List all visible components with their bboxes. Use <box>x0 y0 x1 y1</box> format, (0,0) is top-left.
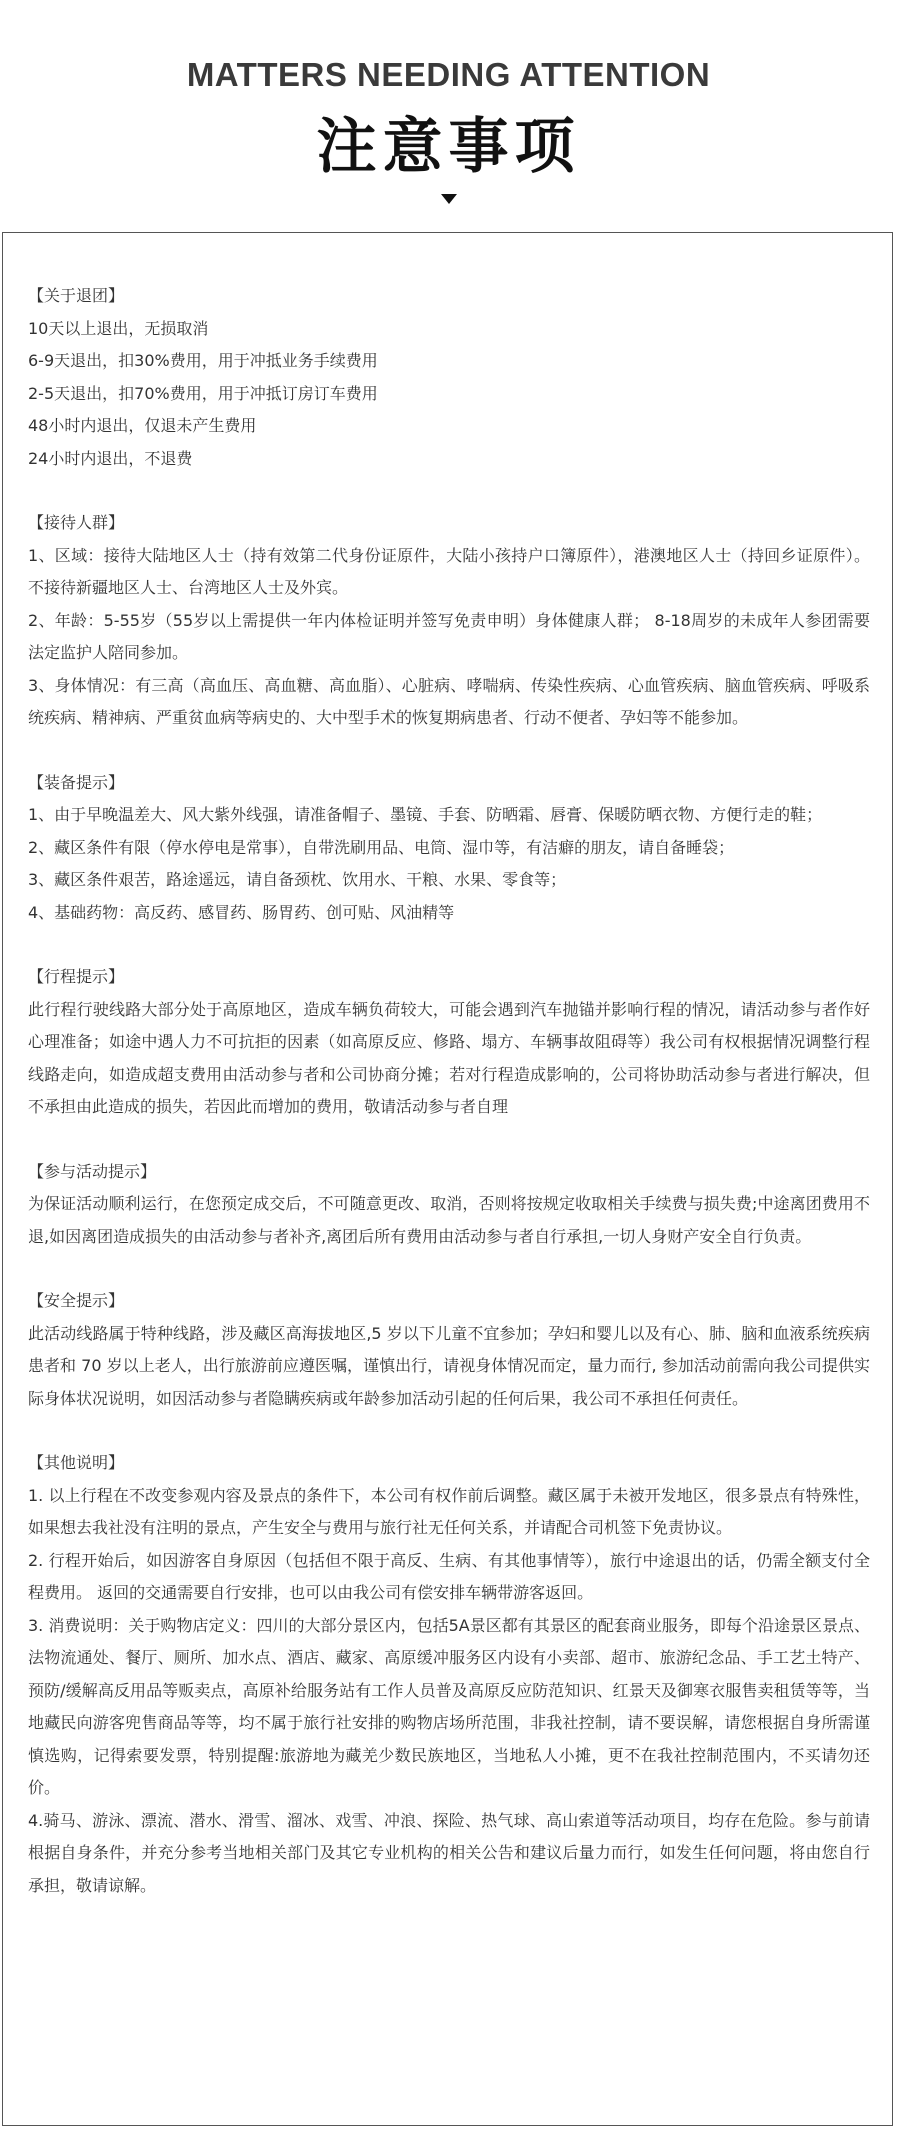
section-title: 【其他说明】 <box>28 1453 125 1472</box>
section-itinerary <box>28 961 870 1124</box>
page-header <box>0 0 897 230</box>
section-line: 2、年龄：5-55岁（55岁以上需提供一年内体检证明并签写免责申明）身体健康人群； 8-18周岁的未成年人参团需要法定监护人陪同参加。 <box>28 610 870 662</box>
section-line: 为保证活动顺利运行，在您预定成交后，不可随意更改、取消，否则将按规定收取相关手续费与损失费;中途离团费用不退,如因离团造成损失的由活动参与者补齐,离团后所有费用由活动参与者自行承担,一切人身财产安全自行负责。 <box>28 1194 870 1246</box>
section-line: 3、身体情况：有三高（高血压、高血糖、高血脂）、心脏病、哮喘病、传染性疾病、心血管疾病、脑血管疾病、呼吸系统疾病、精神病、严重贫血病等病史的、大中型手术的恢复期病患者、行动不便者、孕妇等不能参加。 <box>28 675 870 727</box>
section-line: 6-9天退出，扣30%费用，用于冲抵业务手续费用 <box>28 351 378 370</box>
section-line: 1. 以上行程在不改变参观内容及景点的条件下，本公司有权作前后调整。藏区属于未被开发地区，很多景点有特殊性，如果想去我社没有注明的景点，产生安全与费用与旅行社无任何关系，并请配合司机签下免责协议。 <box>28 1485 870 1537</box>
section-line: 2-5天退出，扣70%费用，用于冲抵订房订车费用 <box>28 383 378 403</box>
section-line: 2. 行程开始后，如因游客自身原因（包括但不限于高反、生病、有其他事情等），旅行中途退出的话，仍需全额支付全程费用。 返回的交通需要自行安排，也可以由我公司有偿安排车辆带游客返回。 <box>28 1550 870 1602</box>
section-line: 此活动线路属于特种线路，涉及藏区高海拔地区,5 岁以下儿童不宜参加；孕妇和婴儿以及有心、肺、脑和血液系统疾病患者和 70 岁以上老人，出行旅游前应遵医嘱，谨慎出行，请视身体情况而定，量力而行, 参加活动前需向我公司提供实际身体状况说明，如因活动参与者隐瞒疾病或年龄参加活动引起的任何后果，我公司不承担任何责任。 <box>28 1323 870 1408</box>
section-title: 【关于退团】 <box>28 286 125 305</box>
section-title: 【安全提示】 <box>28 1291 125 1310</box>
chinese-title: 注意事项 <box>316 112 581 182</box>
section-title: 【接待人群】 <box>28 513 125 532</box>
section-line: 2、藏区条件有限（停水停电是常事），自带洗刷用品、电筒、湿巾等，有洁癖的朋友，请自备睡袋； <box>28 837 735 857</box>
notice-content <box>28 280 870 1934</box>
english-title: MATTERS NEEDING ATTENTION <box>186 56 711 93</box>
section-line: 4.骑马、游泳、漂流、潜水、滑雪、溜冰、戏雪、冲浪、探险、热气球、高山索道等活动项目，均存在危险。参与前请根据自身条件，并充分参考当地相关部门及其它专业机构的相关公告和建议后量力而行，如发生任何问题，将由您自行承担，敬请谅解。 <box>28 1810 870 1895</box>
section-line: 1、区域：接待大陆地区人士（持有效第二代身份证原件，大陆小孩持户口簿原件），港澳地区人士（持回乡证原件）。不接待新疆地区人士、台湾地区人士及外宾。 <box>28 545 870 597</box>
section-audience <box>28 507 870 735</box>
section-title: 【行程提示】 <box>28 967 125 986</box>
section-line: 24小时内退出，不退费 <box>28 448 193 468</box>
section-line: 48小时内退出，仅退未产生费用 <box>28 416 257 435</box>
section-participation <box>28 1156 870 1254</box>
section-line: 10天以上退出，无损取消 <box>28 318 209 338</box>
section-safety <box>28 1285 870 1415</box>
section-line: 1、由于早晚温差大、风大紫外线强，请准备帽子、墨镜、手套、防晒霜、唇膏、保暖防晒衣物、方便行走的鞋； <box>28 805 823 824</box>
section-title: 【装备提示】 <box>28 772 125 792</box>
section-other <box>28 1447 870 1902</box>
section-line: 3、藏区条件艰苦，路途遥远，请自备颈枕、饮用水、干粮、水果、零食等； <box>28 870 567 889</box>
section-equipment <box>28 767 870 930</box>
triangle-down-icon <box>441 194 457 204</box>
section-line: 4、基础药物：高反药、感冒药、肠胃药、创可贴、风油精等 <box>28 902 455 922</box>
section-line: 3. 消费说明：关于购物店定义：四川的大部分景区内，包括5A景区都有其景区的配套商业服务，即每个沿途景区景点、法物流通处、餐厅、厕所、加水点、酒店、藏家、高原缓冲服务区内设有小卖部、超市、旅游纪念品、手工艺土特产、预防/缓解高反用品等贩卖点，高原补给服务站有工作人员普及高原反应防范知识、红景天及御寒衣服售卖租赁等等，当地藏民向游客兜售商品等等，均不属于旅行社安排的购物店场所范围，非我社控制，请不要误解，请您根据自身所需谨慎选购，记得索要发票，特别提醒:旅游地为藏羌少数民族地区，当地私人小摊，更不在我社控制范围内，不买请勿还价。 <box>28 1615 870 1797</box>
section-line: 此行程行驶线路大部分处于高原地区，造成车辆负荷较大，可能会遇到汽车抛锚并影响行程的情况，请活动参与者作好心理准备；如途中遇人力不可抗拒的因素（如高原反应、修路、塌方、车辆事故阻碍等）我公司有权根据情况调整行程线路走向，如造成超支费用由活动参与者和公司协商分摊；若对行程造成影响的，公司将协助活动参与者进行解决，但不承担由此造成的损失，若因此而增加的费用，敬请活动参与者自理 <box>28 999 870 1116</box>
section-title: 【参与活动提示】 <box>28 1161 157 1181</box>
section-refund <box>28 280 870 475</box>
